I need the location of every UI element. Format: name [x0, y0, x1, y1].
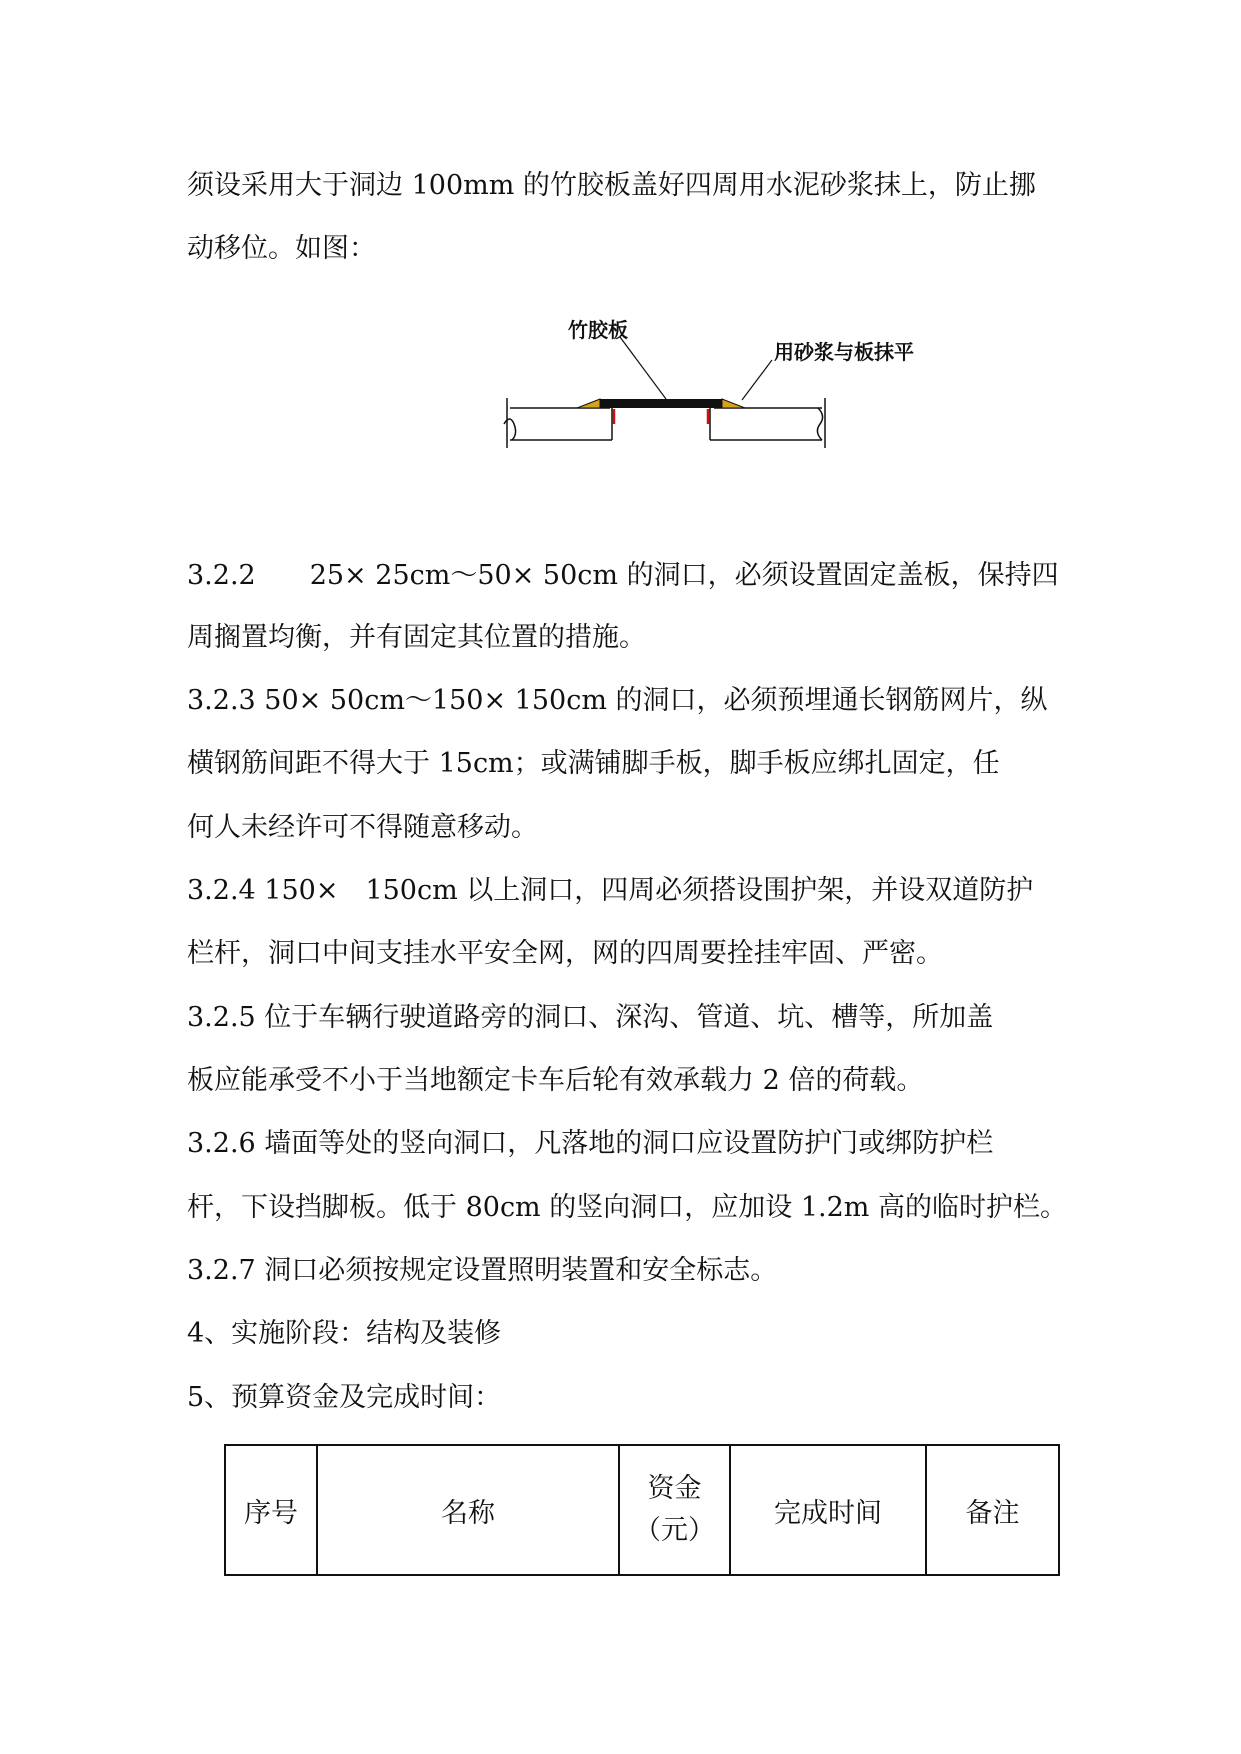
- mortar-wedge-left: [577, 399, 600, 408]
- header-funds-line1: 资金: [647, 1473, 702, 1504]
- mortar-wedge-right: [722, 399, 745, 408]
- leader-line-board: [620, 337, 666, 399]
- paragraph-line: 3.2.6 墙面等处的竖向洞口，凡落地的洞口应设置防护门或绑防护栏: [187, 1128, 994, 1159]
- paragraph-line: 板应能承受不小于当地额定卡车后轮有效承载力 2 倍的荷载。: [187, 1065, 924, 1096]
- break-mark-right: [817, 408, 822, 440]
- paragraph-line: 3.2.2 25× 25cm～50× 50cm 的洞口，必须设置固定盖板，保持四: [187, 560, 1059, 591]
- leader-line-mortar: [742, 360, 772, 400]
- header-name: 名称: [317, 1445, 619, 1575]
- bamboo-board: [600, 399, 722, 408]
- header-index: 序号: [225, 1445, 317, 1575]
- section-heading: 5、预算资金及完成时间：: [187, 1382, 502, 1413]
- budget-table: [224, 1444, 1060, 1576]
- paragraph-line: 栏杆，洞口中间支挂水平安全网，网的四周要拴挂牢固、严密。: [187, 938, 943, 969]
- header-funds-line2: （元）: [634, 1515, 715, 1546]
- table-header-row: [225, 1445, 1059, 1575]
- section-heading: 4、实施阶段：结构及装修: [187, 1318, 502, 1349]
- header-remark: 备注: [926, 1445, 1059, 1575]
- header-completion-time: 完成时间: [730, 1445, 926, 1575]
- label-bamboo-board: 竹胶板: [568, 318, 628, 342]
- paragraph-line: 周搁置均衡，并有固定其位置的措施。: [187, 622, 646, 653]
- label-mortar-flush: 用砂浆与板抹平: [774, 340, 914, 364]
- paragraph-line: 动移位。如图：: [187, 233, 376, 264]
- header-funds: [619, 1445, 730, 1575]
- paragraph-line: 须设采用大于洞边 100mm 的竹胶板盖好四周用水泥砂浆抹上，防止挪: [187, 170, 1036, 201]
- paragraph-line: 何人未经许可不得随意移动。: [187, 812, 538, 843]
- paragraph-line: 横钢筋间距不得大于 15cm；或满铺脚手板，脚手板应绑扎固定，任: [187, 748, 1000, 779]
- paragraph-line: 杆，下设挡脚板。低于 80cm 的竖向洞口，应加设 1.2m 高的临时护栏。: [187, 1192, 1067, 1223]
- paragraph-line: 3.2.4 150× 150cm 以上洞口，四周必须搭设围护架，并设双道防护: [187, 875, 1034, 906]
- break-mark-left: [504, 419, 516, 440]
- hole-cover-diagram: [0, 0, 1241, 470]
- paragraph-line: 3.2.7 洞口必须按规定设置照明装置和安全标志。: [187, 1255, 778, 1286]
- paragraph-line: 3.2.3 50× 50cm～150× 150cm 的洞口，必须预埋通长钢筋网片，纵: [187, 685, 1048, 716]
- paragraph-line: 3.2.5 位于车辆行驶道路旁的洞口、深沟、管道、坑、槽等，所加盖: [187, 1002, 994, 1033]
